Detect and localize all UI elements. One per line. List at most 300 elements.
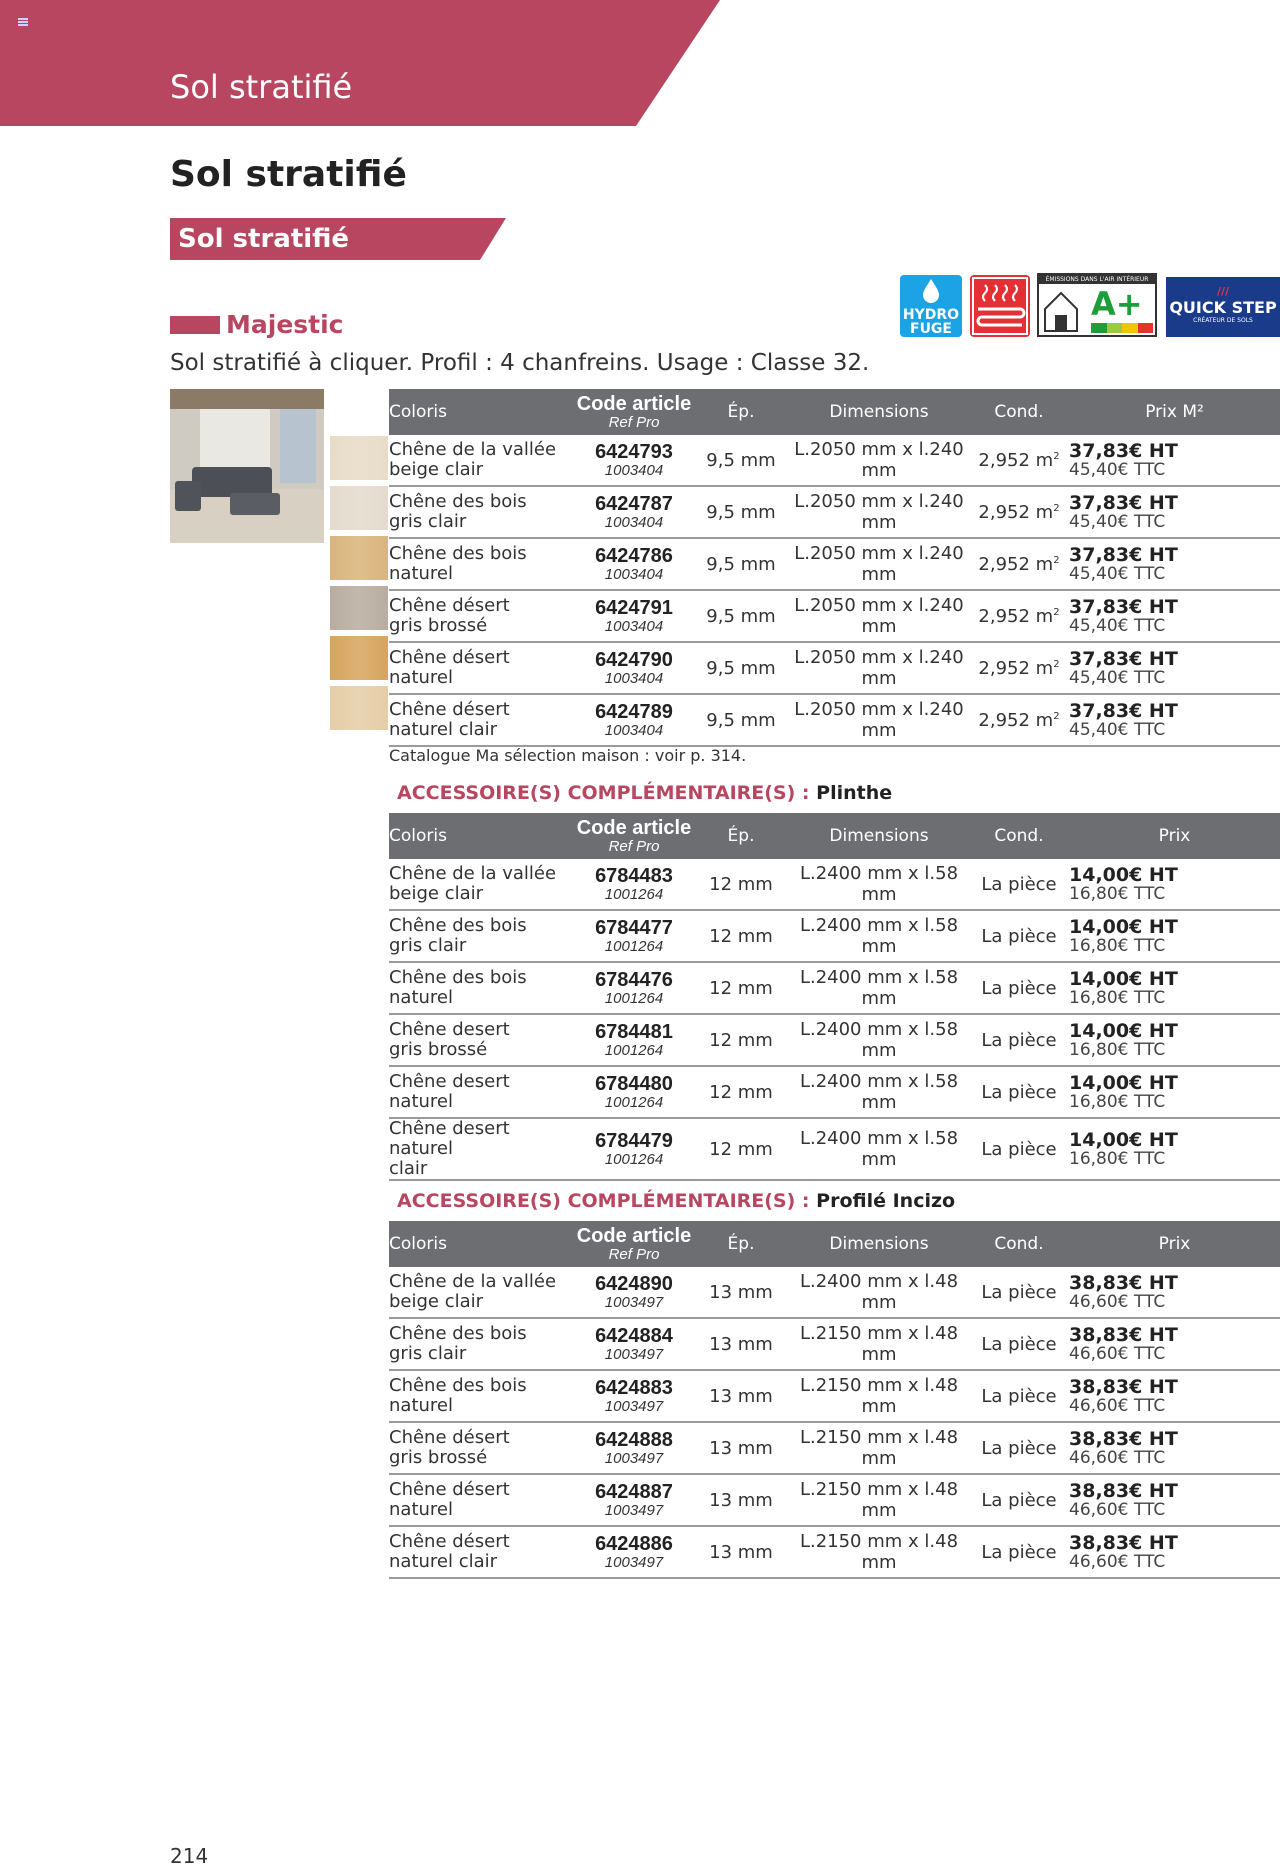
price-ttc: 16,80€ TTC	[1069, 987, 1166, 1008]
price-ttc: 46,60€ TTC	[1069, 1499, 1166, 1520]
cell-prix	[1069, 435, 1280, 486]
section-banner-label: Sol stratifié	[178, 224, 350, 254]
table-header-row	[389, 1221, 1280, 1267]
cell-code	[575, 642, 693, 694]
main-table-body	[389, 435, 1280, 746]
header-code	[575, 389, 693, 435]
article-code: 6784483	[595, 865, 673, 887]
cell-prix	[1069, 538, 1280, 590]
ref-pro: 1001264	[604, 1151, 664, 1168]
header-dimensions: Dimensions	[789, 813, 969, 859]
table-row	[389, 910, 1280, 962]
coloris-line1: Chêne de la vallée	[389, 863, 557, 884]
cell-prix	[1069, 1267, 1280, 1318]
coloris-line1: Chêne desert	[389, 1019, 510, 1040]
coloris-line2: naturel	[389, 987, 453, 1008]
cond-value: La pièce	[981, 1385, 1057, 1407]
cell-coloris	[389, 962, 575, 1014]
cell-dimensions: L.2050 mm x l.240 mm	[789, 694, 969, 746]
cell-code	[575, 962, 693, 1014]
header-prix: Prix	[1069, 1221, 1280, 1267]
cell-coloris	[389, 1118, 575, 1180]
hydrofuge-logo	[900, 275, 962, 337]
table-row	[389, 590, 1280, 642]
price-ht: 38,83€ HT	[1069, 1375, 1178, 1398]
table-row	[389, 859, 1280, 910]
article-code: 6424886	[595, 1533, 673, 1555]
article-code: 6784481	[595, 1021, 673, 1043]
cell-dimensions: L.2050 mm x l.240 mm	[789, 538, 969, 590]
cell-dimensions: L.2400 mm x l.58 mm	[789, 1066, 969, 1118]
swatch-3	[330, 536, 388, 580]
header-code	[575, 1221, 693, 1267]
price-ttc: 45,40€ TTC	[1069, 667, 1166, 688]
cell-cond	[969, 859, 1069, 910]
coloris-line2: naturel clair	[389, 719, 498, 740]
swatch-1	[330, 436, 388, 480]
ref-pro: 1001264	[604, 1094, 664, 1111]
cell-ep: 13 mm	[693, 1474, 789, 1526]
cell-code	[575, 435, 693, 486]
price-ttc: 46,60€ TTC	[1069, 1395, 1166, 1416]
ref-pro: 1003497	[604, 1294, 664, 1311]
cell-dimensions: L.2050 mm x l.240 mm	[789, 486, 969, 538]
cond-value: La pièce	[981, 1081, 1057, 1103]
table-row	[389, 486, 1280, 538]
price-ttc: 45,40€ TTC	[1069, 563, 1166, 584]
price-ttc: 16,80€ TTC	[1069, 1148, 1166, 1169]
accessory-label: ACCESSOIRE(S) COMPLÉMENTAIRE(S) :	[397, 782, 810, 804]
table-row	[389, 1318, 1280, 1370]
price-ttc: 16,80€ TTC	[1069, 883, 1166, 904]
cond-value: La pièce	[981, 873, 1057, 895]
header-prix: Prix	[1069, 813, 1280, 859]
cond-value: La pièce	[981, 1029, 1057, 1051]
coloris-line2: gris brossé	[389, 1039, 488, 1060]
cell-dimensions: L.2150 mm x l.48 mm	[789, 1370, 969, 1422]
table-row	[389, 1066, 1280, 1118]
price-ttc: 46,60€ TTC	[1069, 1447, 1166, 1468]
table-row	[389, 435, 1280, 486]
article-code: 6424791	[595, 597, 673, 619]
cell-code	[575, 910, 693, 962]
header-cond: Cond.	[969, 813, 1069, 859]
cell-prix	[1069, 910, 1280, 962]
coloris-line1: Chêne désert naturel	[389, 1479, 510, 1520]
ref-pro: 1003404	[604, 462, 664, 479]
plinthe-table	[389, 813, 1280, 1181]
price-ttc: 46,60€ TTC	[1069, 1343, 1166, 1364]
cell-prix	[1069, 1474, 1280, 1526]
cell-coloris	[389, 910, 575, 962]
cell-code	[575, 1318, 693, 1370]
cell-cond	[969, 1318, 1069, 1370]
price-ht: 38,83€ HT	[1069, 1427, 1178, 1450]
coloris-line2: gris brossé	[389, 1447, 488, 1468]
table-row	[389, 1118, 1280, 1180]
cell-dimensions: L.2150 mm x l.48 mm	[789, 1474, 969, 1526]
page-number: 214	[170, 1844, 209, 1868]
price-ht: 14,00€ HT	[1069, 915, 1178, 938]
hydro-line1: HYDRO	[902, 307, 960, 323]
article-code: 6784476	[595, 969, 673, 991]
heating-icon	[970, 275, 1030, 337]
table-row	[389, 1526, 1280, 1578]
article-code: 6424888	[595, 1429, 673, 1451]
header-ep: Ép.	[693, 1221, 789, 1267]
cell-prix	[1069, 694, 1280, 746]
cell-cond	[969, 642, 1069, 694]
header-ep: Ép.	[693, 813, 789, 859]
cond-value: 2,952 m	[978, 709, 1054, 731]
coloris-line1: Chêne désert	[389, 1531, 510, 1552]
price-ht: 14,00€ HT	[1069, 1071, 1178, 1094]
incizo-table-body	[389, 1267, 1280, 1578]
coloris-line2: naturel	[389, 563, 453, 584]
cell-code	[575, 1118, 693, 1180]
table-row	[389, 1474, 1280, 1526]
header-ref-label: Ref Pro	[608, 838, 660, 855]
table-row	[389, 1014, 1280, 1066]
quickstep-logo	[1166, 277, 1280, 337]
price-ht: 37,83€ HT	[1069, 439, 1178, 462]
header-cond: Cond.	[969, 1221, 1069, 1267]
squared-sup: 2	[1053, 554, 1060, 566]
menu-icon[interactable]	[18, 18, 28, 26]
ref-pro: 1001264	[604, 886, 664, 903]
cell-prix	[1069, 1526, 1280, 1578]
swatch-4	[330, 586, 388, 630]
emission-grade: A+	[1091, 285, 1143, 323]
header-code-label: Code article	[576, 817, 692, 839]
article-code: 6424790	[595, 649, 673, 671]
coloris-line2: gris brossé	[389, 615, 488, 636]
ref-pro: 1003497	[604, 1554, 664, 1571]
header-code	[575, 813, 693, 859]
incizo-table	[389, 1221, 1280, 1579]
ref-pro: 1003404	[604, 722, 664, 739]
header-ref-label: Ref Pro	[608, 414, 660, 431]
page-title: Sol stratifié	[170, 154, 407, 195]
price-ttc: 46,60€ TTC	[1069, 1551, 1166, 1572]
cell-coloris	[389, 1474, 575, 1526]
cell-code	[575, 1474, 693, 1526]
swatch-5	[330, 636, 388, 680]
accessory-title-incizo	[397, 1190, 955, 1212]
article-code: 6424890	[595, 1273, 673, 1295]
cell-coloris	[389, 642, 575, 694]
cell-code	[575, 1422, 693, 1474]
swatch-2	[330, 486, 388, 530]
cell-prix	[1069, 1370, 1280, 1422]
cell-cond	[969, 486, 1069, 538]
price-ttc: 45,40€ TTC	[1069, 459, 1166, 480]
accessory-label: ACCESSOIRE(S) COMPLÉMENTAIRE(S) :	[397, 1190, 810, 1212]
header-cond: Cond.	[969, 389, 1069, 435]
cell-cond	[969, 1014, 1069, 1066]
cell-code	[575, 1267, 693, 1318]
cell-code	[575, 859, 693, 910]
article-code: 6424793	[595, 441, 673, 463]
article-code: 6784477	[595, 917, 673, 939]
cell-dimensions: L.2400 mm x l.58 mm	[789, 910, 969, 962]
table-row	[389, 1370, 1280, 1422]
price-ttc: 45,40€ TTC	[1069, 719, 1166, 740]
cell-coloris	[389, 590, 575, 642]
coloris-line1: Chêne des bois	[389, 491, 527, 512]
coloris-line1: Chêne des bois	[389, 543, 527, 564]
table-row	[389, 694, 1280, 746]
header-coloris: Coloris	[389, 1221, 575, 1267]
cell-coloris	[389, 1014, 575, 1066]
price-ht: 38,83€ HT	[1069, 1271, 1178, 1294]
ref-pro: 1003497	[604, 1346, 664, 1363]
cond-value: 2,952 m	[978, 657, 1054, 679]
ref-pro: 1003497	[604, 1450, 664, 1467]
ref-pro: 1003404	[604, 566, 664, 583]
table-header-row	[389, 813, 1280, 859]
article-code: 6784479	[595, 1130, 673, 1152]
cell-ep: 12 mm	[693, 1066, 789, 1118]
cond-value: La pièce	[981, 1489, 1057, 1511]
emission-rating-logo	[1037, 273, 1157, 337]
coloris-line1: Chêne des bois	[389, 1323, 527, 1344]
cell-dimensions: L.2400 mm x l.58 mm	[789, 1014, 969, 1066]
cell-cond	[969, 590, 1069, 642]
catalog-note: Catalogue Ma sélection maison : voir p. 314.	[389, 746, 747, 765]
cell-cond	[969, 1526, 1069, 1578]
emission-header: ÉMISSIONS DANS L'AIR INTÉRIEUR	[1039, 275, 1155, 284]
price-ht: 37,83€ HT	[1069, 595, 1178, 618]
cell-coloris	[389, 538, 575, 590]
price-ht: 38,83€ HT	[1069, 1531, 1178, 1554]
coloris-line2: gris clair	[389, 511, 467, 532]
cell-ep: 9,5 mm	[693, 694, 789, 746]
cell-dimensions: L.2400 mm x l.58 mm	[789, 1118, 969, 1180]
price-ht: 38,83€ HT	[1069, 1323, 1178, 1346]
cell-cond	[969, 1422, 1069, 1474]
swatch-6	[330, 686, 388, 730]
header-dimensions: Dimensions	[789, 389, 969, 435]
cell-code	[575, 538, 693, 590]
cell-ep: 13 mm	[693, 1526, 789, 1578]
cell-code	[575, 1370, 693, 1422]
squared-sup: 2	[1053, 450, 1060, 462]
squared-sup: 2	[1053, 658, 1060, 670]
article-code: 6424786	[595, 545, 673, 567]
cell-coloris	[389, 694, 575, 746]
coloris-line1: Chêne desert naturel	[389, 1071, 510, 1112]
cell-prix	[1069, 486, 1280, 538]
price-ht: 37,83€ HT	[1069, 491, 1178, 514]
cell-ep: 12 mm	[693, 962, 789, 1014]
cell-ep: 12 mm	[693, 1118, 789, 1180]
main-product-table	[389, 389, 1280, 747]
price-ttc: 16,80€ TTC	[1069, 1091, 1166, 1112]
cell-coloris	[389, 1066, 575, 1118]
header-code-label: Code article	[576, 1225, 692, 1247]
emission-scale	[1091, 323, 1153, 333]
coloris-line2: gris clair	[389, 935, 467, 956]
cell-code	[575, 694, 693, 746]
coloris-line1: Chêne des bois	[389, 915, 527, 936]
cell-dimensions: L.2150 mm x l.48 mm	[789, 1526, 969, 1578]
cond-value: La pièce	[981, 1138, 1057, 1160]
product-name: Majestic	[226, 310, 344, 339]
coloris-line1: Chêne désert naturel	[389, 647, 510, 688]
cell-coloris	[389, 1318, 575, 1370]
quickstep-mark-icon: ///	[1216, 285, 1230, 298]
cond-value: 2,952 m	[978, 501, 1054, 523]
article-code: 6424883	[595, 1377, 673, 1399]
cell-ep: 9,5 mm	[693, 435, 789, 486]
cell-ep: 13 mm	[693, 1422, 789, 1474]
coloris-line1: Chêne des bois	[389, 1375, 527, 1396]
cell-ep: 13 mm	[693, 1318, 789, 1370]
ref-pro: 1003404	[604, 670, 664, 687]
cell-ep: 9,5 mm	[693, 642, 789, 694]
cell-prix	[1069, 962, 1280, 1014]
cell-cond	[969, 694, 1069, 746]
cell-dimensions: L.2400 mm x l.58 mm	[789, 962, 969, 1014]
cell-dimensions: L.2400 mm x l.48 mm	[789, 1267, 969, 1318]
cell-ep: 13 mm	[693, 1370, 789, 1422]
cell-code	[575, 1066, 693, 1118]
coloris-line2: beige clair	[389, 883, 484, 904]
coloris-line2: naturel	[389, 1395, 453, 1416]
banner-title: Sol stratifié	[170, 68, 353, 106]
cell-coloris	[389, 1370, 575, 1422]
cell-cond	[969, 538, 1069, 590]
price-ttc: 45,40€ TTC	[1069, 511, 1166, 532]
cell-dimensions: L.2050 mm x l.240 mm	[789, 642, 969, 694]
price-ttc: 46,60€ TTC	[1069, 1291, 1166, 1312]
cond-value: 2,952 m	[978, 605, 1054, 627]
cond-value: 2,952 m	[978, 553, 1054, 575]
cell-coloris	[389, 859, 575, 910]
cell-prix	[1069, 1422, 1280, 1474]
accessory-name: Profilé Incizo	[816, 1190, 956, 1212]
quickstep-name: QUICK STEP	[1169, 298, 1277, 317]
cell-prix	[1069, 1014, 1280, 1066]
cond-value: La pièce	[981, 1333, 1057, 1355]
cell-ep: 12 mm	[693, 910, 789, 962]
cell-ep: 13 mm	[693, 1267, 789, 1318]
cell-code	[575, 486, 693, 538]
house-icon	[1043, 289, 1079, 333]
accessory-title-plinthe	[397, 782, 892, 804]
coloris-line1: Chêne désert	[389, 1427, 510, 1448]
header-dimensions: Dimensions	[789, 1221, 969, 1267]
cell-code	[575, 590, 693, 642]
coloris-line1: Chêne désert	[389, 699, 510, 720]
hydro-line2: FUGE	[910, 321, 952, 337]
coloris-line2: naturel clair	[389, 1551, 498, 1572]
cell-prix	[1069, 1118, 1280, 1180]
table-row	[389, 1422, 1280, 1474]
table-row	[389, 642, 1280, 694]
accessory-name: Plinthe	[816, 782, 893, 804]
price-ht: 37,83€ HT	[1069, 543, 1178, 566]
table-row	[389, 962, 1280, 1014]
cell-prix	[1069, 642, 1280, 694]
article-code: 6424884	[595, 1325, 673, 1347]
coloris-line1: Chêne de la vallée	[389, 439, 557, 460]
product-marker	[170, 316, 220, 334]
table-row	[389, 538, 1280, 590]
cell-prix	[1069, 1318, 1280, 1370]
header-banner	[0, 0, 1280, 126]
product-description: Sol stratifié à cliquer. Profil : 4 chanfreins. Usage : Classe 32.	[170, 350, 870, 376]
ref-pro: 1001264	[604, 990, 664, 1007]
cond-value: La pièce	[981, 1437, 1057, 1459]
price-ttc: 16,80€ TTC	[1069, 1039, 1166, 1060]
cell-coloris	[389, 1526, 575, 1578]
ref-pro: 1001264	[604, 1042, 664, 1059]
cell-cond	[969, 1474, 1069, 1526]
price-ht: 14,00€ HT	[1069, 967, 1178, 990]
underfloor-heating-logo	[970, 275, 1030, 337]
squared-sup: 2	[1053, 606, 1060, 618]
quickstep-tagline: CRÉATEUR DE SOLS	[1193, 317, 1253, 324]
header-coloris: Coloris	[389, 813, 575, 859]
coloris-line1: Chêne de la vallée	[389, 1271, 557, 1292]
coloris-line1: Chêne des bois	[389, 967, 527, 988]
cell-cond	[969, 962, 1069, 1014]
ref-pro: 1003404	[604, 514, 664, 531]
cell-ep: 12 mm	[693, 1014, 789, 1066]
cell-ep: 9,5 mm	[693, 590, 789, 642]
cell-ep: 9,5 mm	[693, 538, 789, 590]
ref-pro: 1003404	[604, 618, 664, 635]
cell-dimensions: L.2050 mm x l.240 mm	[789, 590, 969, 642]
price-ttc: 16,80€ TTC	[1069, 935, 1166, 956]
cell-ep: 12 mm	[693, 859, 789, 910]
cell-prix	[1069, 590, 1280, 642]
header-code-label: Code article	[576, 393, 692, 415]
cell-cond	[969, 1370, 1069, 1422]
article-code: 6424887	[595, 1481, 673, 1503]
coloris-line2: beige clair	[389, 459, 484, 480]
cell-prix	[1069, 859, 1280, 910]
cell-cond	[969, 1066, 1069, 1118]
cell-dimensions: L.2150 mm x l.48 mm	[789, 1422, 969, 1474]
price-ht: 38,83€ HT	[1069, 1479, 1178, 1502]
water-drop-icon	[900, 275, 962, 305]
ref-pro: 1003497	[604, 1398, 664, 1415]
coloris-line2: beige clair	[389, 1291, 484, 1312]
coloris-line2: clair	[389, 1158, 428, 1179]
price-ht: 37,83€ HT	[1069, 647, 1178, 670]
cell-dimensions: L.2150 mm x l.48 mm	[789, 1318, 969, 1370]
squared-sup: 2	[1053, 502, 1060, 514]
cell-ep: 9,5 mm	[693, 486, 789, 538]
header-prix: Prix M²	[1069, 389, 1280, 435]
cell-code	[575, 1014, 693, 1066]
cell-code	[575, 1526, 693, 1578]
squared-sup: 2	[1053, 710, 1060, 722]
coloris-line1: Chêne désert	[389, 595, 510, 616]
plinthe-table-body	[389, 859, 1280, 1180]
cond-value: La pièce	[981, 977, 1057, 999]
ref-pro: 1001264	[604, 938, 664, 955]
cond-value: La pièce	[981, 1281, 1057, 1303]
cell-cond	[969, 435, 1069, 486]
product-photo	[170, 389, 324, 543]
article-code: 6424789	[595, 701, 673, 723]
cell-cond	[969, 910, 1069, 962]
cond-value: La pièce	[981, 925, 1057, 947]
